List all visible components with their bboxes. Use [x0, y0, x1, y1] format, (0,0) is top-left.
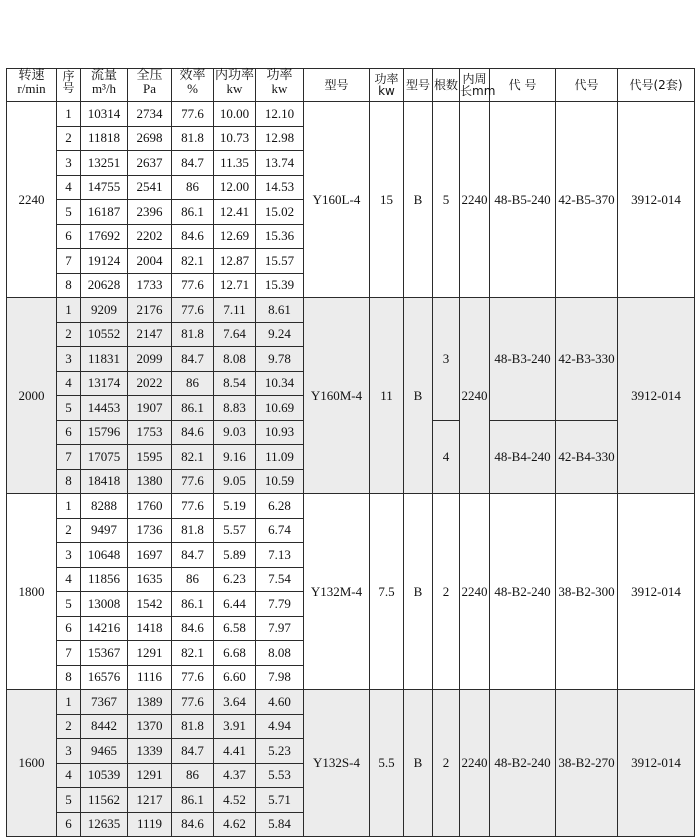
no-cell: 7 [57, 249, 81, 274]
flow-cell: 11856 [81, 567, 128, 592]
shaft-power-cell: 6.68 [214, 641, 256, 666]
flow-cell: 9465 [81, 739, 128, 764]
bearing-code-cell: 3912-014 [618, 102, 695, 298]
pressure-cell: 1635 [128, 567, 172, 592]
pulley-code-2-cell: 38-B2-300 [556, 494, 618, 690]
power-cell: 10.93 [256, 420, 304, 445]
pressure-cell: 1370 [128, 714, 172, 739]
pressure-cell: 2396 [128, 200, 172, 225]
power-cell: 7.54 [256, 567, 304, 592]
no-cell: 6 [57, 812, 81, 837]
flow-cell: 9497 [81, 518, 128, 543]
belt-model-cell: B [404, 298, 433, 494]
belt-model-cell: B [404, 690, 433, 837]
table-header [7, 69, 695, 102]
pulley-code-1-cell: 48-B2-240 [490, 494, 556, 690]
power-cell: 7.98 [256, 665, 304, 690]
speed-cell: 1800 [7, 494, 57, 690]
header-bearing-code: 代号(2套) [618, 69, 695, 102]
no-cell: 8 [57, 665, 81, 690]
belt-length-cell: 2240 [460, 494, 490, 690]
no-cell: 3 [57, 739, 81, 764]
bearing-code-cell: 3912-014 [618, 690, 695, 837]
pressure-cell: 2541 [128, 175, 172, 200]
speed-cell: 2000 [7, 298, 57, 494]
motor-model-cell: Y132S-4 [304, 690, 370, 837]
flow-cell: 18418 [81, 469, 128, 494]
pressure-cell: 2637 [128, 151, 172, 176]
table-body [7, 102, 695, 837]
pulley-code-2-cell: 42-B4-330 [556, 420, 618, 494]
flow-cell: 8288 [81, 494, 128, 519]
motor-power-cell: 7.5 [370, 494, 404, 690]
efficiency-cell: 77.6 [172, 494, 214, 519]
shaft-power-cell: 4.37 [214, 763, 256, 788]
pulley-code-1-cell: 48-B3-240 [490, 298, 556, 421]
efficiency-cell: 84.7 [172, 543, 214, 568]
flow-cell: 10552 [81, 322, 128, 347]
efficiency-cell: 86 [172, 175, 214, 200]
shaft-power-cell: 9.05 [214, 469, 256, 494]
power-cell: 12.10 [256, 102, 304, 127]
shaft-power-cell: 12.00 [214, 175, 256, 200]
shaft-power-cell: 10.00 [214, 102, 256, 127]
efficiency-cell: 84.7 [172, 347, 214, 372]
belt-count-cell: 4 [433, 420, 460, 494]
pressure-cell: 1217 [128, 788, 172, 813]
power-cell: 7.97 [256, 616, 304, 641]
no-cell: 5 [57, 396, 81, 421]
efficiency-cell: 82.1 [172, 641, 214, 666]
belt-count-cell: 2 [433, 690, 460, 837]
no-cell: 6 [57, 420, 81, 445]
power-cell: 7.13 [256, 543, 304, 568]
no-cell: 1 [57, 102, 81, 127]
power-cell: 15.57 [256, 249, 304, 274]
efficiency-cell: 81.8 [172, 322, 214, 347]
pressure-cell: 1291 [128, 763, 172, 788]
flow-cell: 13251 [81, 151, 128, 176]
shaft-power-cell: 3.64 [214, 690, 256, 715]
shaft-power-cell: 5.89 [214, 543, 256, 568]
pressure-cell: 1291 [128, 641, 172, 666]
pulley-code-1-cell: 48-B2-240 [490, 690, 556, 837]
flow-cell: 13008 [81, 592, 128, 617]
table-row [7, 102, 695, 127]
header-speed: 转速 r/min [7, 69, 57, 102]
flow-cell: 11831 [81, 347, 128, 372]
speed-cell: 2240 [7, 102, 57, 298]
no-cell: 8 [57, 273, 81, 298]
shaft-power-cell: 3.91 [214, 714, 256, 739]
no-cell: 1 [57, 298, 81, 323]
pressure-cell: 1736 [128, 518, 172, 543]
flow-cell: 7367 [81, 690, 128, 715]
motor-model-cell: Y160L-4 [304, 102, 370, 298]
power-cell: 6.74 [256, 518, 304, 543]
header-row [7, 69, 695, 102]
power-cell: 6.28 [256, 494, 304, 519]
efficiency-cell: 81.8 [172, 126, 214, 151]
shaft-power-cell: 8.54 [214, 371, 256, 396]
flow-cell: 16187 [81, 200, 128, 225]
pulley-code-1-cell: 48-B5-240 [490, 102, 556, 298]
efficiency-cell: 86.1 [172, 396, 214, 421]
power-cell: 9.78 [256, 347, 304, 372]
shaft-power-cell: 6.23 [214, 567, 256, 592]
header-motor-power: 功率 kw [370, 69, 404, 102]
flow-cell: 17075 [81, 445, 128, 470]
no-cell: 4 [57, 371, 81, 396]
shaft-power-cell: 11.35 [214, 151, 256, 176]
flow-cell: 17692 [81, 224, 128, 249]
shaft-power-cell: 6.44 [214, 592, 256, 617]
pressure-cell: 1339 [128, 739, 172, 764]
no-cell: 1 [57, 690, 81, 715]
no-cell: 6 [57, 224, 81, 249]
no-cell: 1 [57, 494, 81, 519]
belt-count-cell: 3 [433, 298, 460, 421]
belt-length-cell: 2240 [460, 298, 490, 494]
belt-count-cell: 2 [433, 494, 460, 690]
pulley-code-2-cell: 42-B3-330 [556, 298, 618, 421]
efficiency-cell: 77.6 [172, 273, 214, 298]
pressure-cell: 1733 [128, 273, 172, 298]
belt-count-cell: 5 [433, 102, 460, 298]
header-belt-model: 型号 [404, 69, 433, 102]
flow-cell: 16576 [81, 665, 128, 690]
no-cell: 2 [57, 518, 81, 543]
pressure-cell: 1119 [128, 812, 172, 837]
no-cell: 5 [57, 788, 81, 813]
no-cell: 4 [57, 175, 81, 200]
power-cell: 8.08 [256, 641, 304, 666]
table-row [7, 494, 695, 519]
efficiency-cell: 86.1 [172, 788, 214, 813]
efficiency-cell: 84.6 [172, 616, 214, 641]
pressure-cell: 2022 [128, 371, 172, 396]
header-motor-model: 型号 [304, 69, 370, 102]
shaft-power-cell: 6.60 [214, 665, 256, 690]
pressure-cell: 2202 [128, 224, 172, 249]
efficiency-cell: 82.1 [172, 445, 214, 470]
power-cell: 4.94 [256, 714, 304, 739]
pressure-cell: 1418 [128, 616, 172, 641]
efficiency-cell: 86.1 [172, 592, 214, 617]
efficiency-cell: 84.6 [172, 812, 214, 837]
flow-cell: 19124 [81, 249, 128, 274]
efficiency-cell: 77.6 [172, 469, 214, 494]
table-row [7, 298, 695, 323]
power-cell: 15.36 [256, 224, 304, 249]
shaft-power-cell: 12.71 [214, 273, 256, 298]
bearing-code-cell: 3912-014 [618, 298, 695, 494]
header-belt-length: 内周 长mm [460, 69, 490, 102]
pressure-cell: 1389 [128, 690, 172, 715]
shaft-power-cell: 8.83 [214, 396, 256, 421]
pressure-cell: 1542 [128, 592, 172, 617]
shaft-power-cell: 9.03 [214, 420, 256, 445]
motor-power-cell: 15 [370, 102, 404, 298]
fan-performance-table [6, 68, 695, 837]
belt-length-cell: 2240 [460, 102, 490, 298]
power-cell: 7.79 [256, 592, 304, 617]
no-cell: 3 [57, 543, 81, 568]
no-cell: 7 [57, 445, 81, 470]
header-belt-count: 根数 [433, 69, 460, 102]
flow-cell: 10314 [81, 102, 128, 127]
flow-cell: 11562 [81, 788, 128, 813]
speed-cell: 1600 [7, 690, 57, 837]
pressure-cell: 1697 [128, 543, 172, 568]
flow-cell: 14453 [81, 396, 128, 421]
motor-model-cell: Y132M-4 [304, 494, 370, 690]
efficiency-cell: 86 [172, 567, 214, 592]
power-cell: 9.24 [256, 322, 304, 347]
pulley-code-2-cell: 42-B5-370 [556, 102, 618, 298]
bearing-code-cell: 3912-014 [618, 494, 695, 690]
shaft-power-cell: 7.64 [214, 322, 256, 347]
no-cell: 2 [57, 126, 81, 151]
flow-cell: 8442 [81, 714, 128, 739]
pressure-cell: 1380 [128, 469, 172, 494]
header-efficiency: 效率 % [172, 69, 214, 102]
pressure-cell: 1760 [128, 494, 172, 519]
shaft-power-cell: 4.52 [214, 788, 256, 813]
header-flow: 流量 m³/h [81, 69, 128, 102]
belt-length-cell: 2240 [460, 690, 490, 837]
pressure-cell: 2176 [128, 298, 172, 323]
power-cell: 5.71 [256, 788, 304, 813]
power-cell: 5.23 [256, 739, 304, 764]
shaft-power-cell: 4.41 [214, 739, 256, 764]
pressure-cell: 2698 [128, 126, 172, 151]
header-shaft-power: 内功率 kw [214, 69, 256, 102]
motor-power-cell: 5.5 [370, 690, 404, 837]
pressure-cell: 1907 [128, 396, 172, 421]
power-cell: 13.74 [256, 151, 304, 176]
flow-cell: 9209 [81, 298, 128, 323]
header-pulley-code-1: 代 号 [490, 69, 556, 102]
efficiency-cell: 77.6 [172, 690, 214, 715]
power-cell: 14.53 [256, 175, 304, 200]
pressure-cell: 2734 [128, 102, 172, 127]
no-cell: 5 [57, 592, 81, 617]
pressure-cell: 1753 [128, 420, 172, 445]
shaft-power-cell: 12.41 [214, 200, 256, 225]
header-pressure: 全压 Pa [128, 69, 172, 102]
motor-model-cell: Y160M-4 [304, 298, 370, 494]
power-cell: 11.09 [256, 445, 304, 470]
shaft-power-cell: 9.16 [214, 445, 256, 470]
shaft-power-cell: 8.08 [214, 347, 256, 372]
flow-cell: 12635 [81, 812, 128, 837]
no-cell: 5 [57, 200, 81, 225]
shaft-power-cell: 7.11 [214, 298, 256, 323]
no-cell: 3 [57, 151, 81, 176]
shaft-power-cell: 12.87 [214, 249, 256, 274]
efficiency-cell: 84.6 [172, 224, 214, 249]
power-cell: 10.59 [256, 469, 304, 494]
no-cell: 8 [57, 469, 81, 494]
power-cell: 15.02 [256, 200, 304, 225]
efficiency-cell: 86 [172, 763, 214, 788]
pressure-cell: 1595 [128, 445, 172, 470]
no-cell: 2 [57, 714, 81, 739]
flow-cell: 13174 [81, 371, 128, 396]
shaft-power-cell: 12.69 [214, 224, 256, 249]
flow-cell: 14216 [81, 616, 128, 641]
table-row [7, 690, 695, 715]
efficiency-cell: 84.7 [172, 151, 214, 176]
efficiency-cell: 84.7 [172, 739, 214, 764]
no-cell: 7 [57, 641, 81, 666]
shaft-power-cell: 5.19 [214, 494, 256, 519]
efficiency-cell: 84.6 [172, 420, 214, 445]
efficiency-cell: 82.1 [172, 249, 214, 274]
belt-model-cell: B [404, 102, 433, 298]
efficiency-cell: 86 [172, 371, 214, 396]
header-no: 序 号 [57, 69, 81, 102]
flow-cell: 14755 [81, 175, 128, 200]
power-cell: 8.61 [256, 298, 304, 323]
efficiency-cell: 77.6 [172, 102, 214, 127]
power-cell: 4.60 [256, 690, 304, 715]
shaft-power-cell: 10.73 [214, 126, 256, 151]
shaft-power-cell: 5.57 [214, 518, 256, 543]
pressure-cell: 2147 [128, 322, 172, 347]
pressure-cell: 1116 [128, 665, 172, 690]
header-power: 功率 kw [256, 69, 304, 102]
power-cell: 5.84 [256, 812, 304, 837]
power-cell: 10.69 [256, 396, 304, 421]
no-cell: 3 [57, 347, 81, 372]
flow-cell: 20628 [81, 273, 128, 298]
power-cell: 10.34 [256, 371, 304, 396]
shaft-power-cell: 4.62 [214, 812, 256, 837]
power-cell: 5.53 [256, 763, 304, 788]
flow-cell: 15796 [81, 420, 128, 445]
flow-cell: 15367 [81, 641, 128, 666]
power-cell: 12.98 [256, 126, 304, 151]
pressure-cell: 2099 [128, 347, 172, 372]
no-cell: 4 [57, 567, 81, 592]
pulley-code-2-cell: 38-B2-270 [556, 690, 618, 837]
flow-cell: 10648 [81, 543, 128, 568]
pulley-code-1-cell: 48-B4-240 [490, 420, 556, 494]
motor-power-cell: 11 [370, 298, 404, 494]
power-cell: 15.39 [256, 273, 304, 298]
efficiency-cell: 77.6 [172, 298, 214, 323]
flow-cell: 11818 [81, 126, 128, 151]
header-pulley-code-2: 代号 [556, 69, 618, 102]
performance-table-viewport [6, 67, 694, 832]
no-cell: 4 [57, 763, 81, 788]
efficiency-cell: 81.8 [172, 714, 214, 739]
belt-model-cell: B [404, 494, 433, 690]
efficiency-cell: 77.6 [172, 665, 214, 690]
flow-cell: 10539 [81, 763, 128, 788]
efficiency-cell: 81.8 [172, 518, 214, 543]
shaft-power-cell: 6.58 [214, 616, 256, 641]
pressure-cell: 2004 [128, 249, 172, 274]
efficiency-cell: 86.1 [172, 200, 214, 225]
no-cell: 2 [57, 322, 81, 347]
no-cell: 6 [57, 616, 81, 641]
